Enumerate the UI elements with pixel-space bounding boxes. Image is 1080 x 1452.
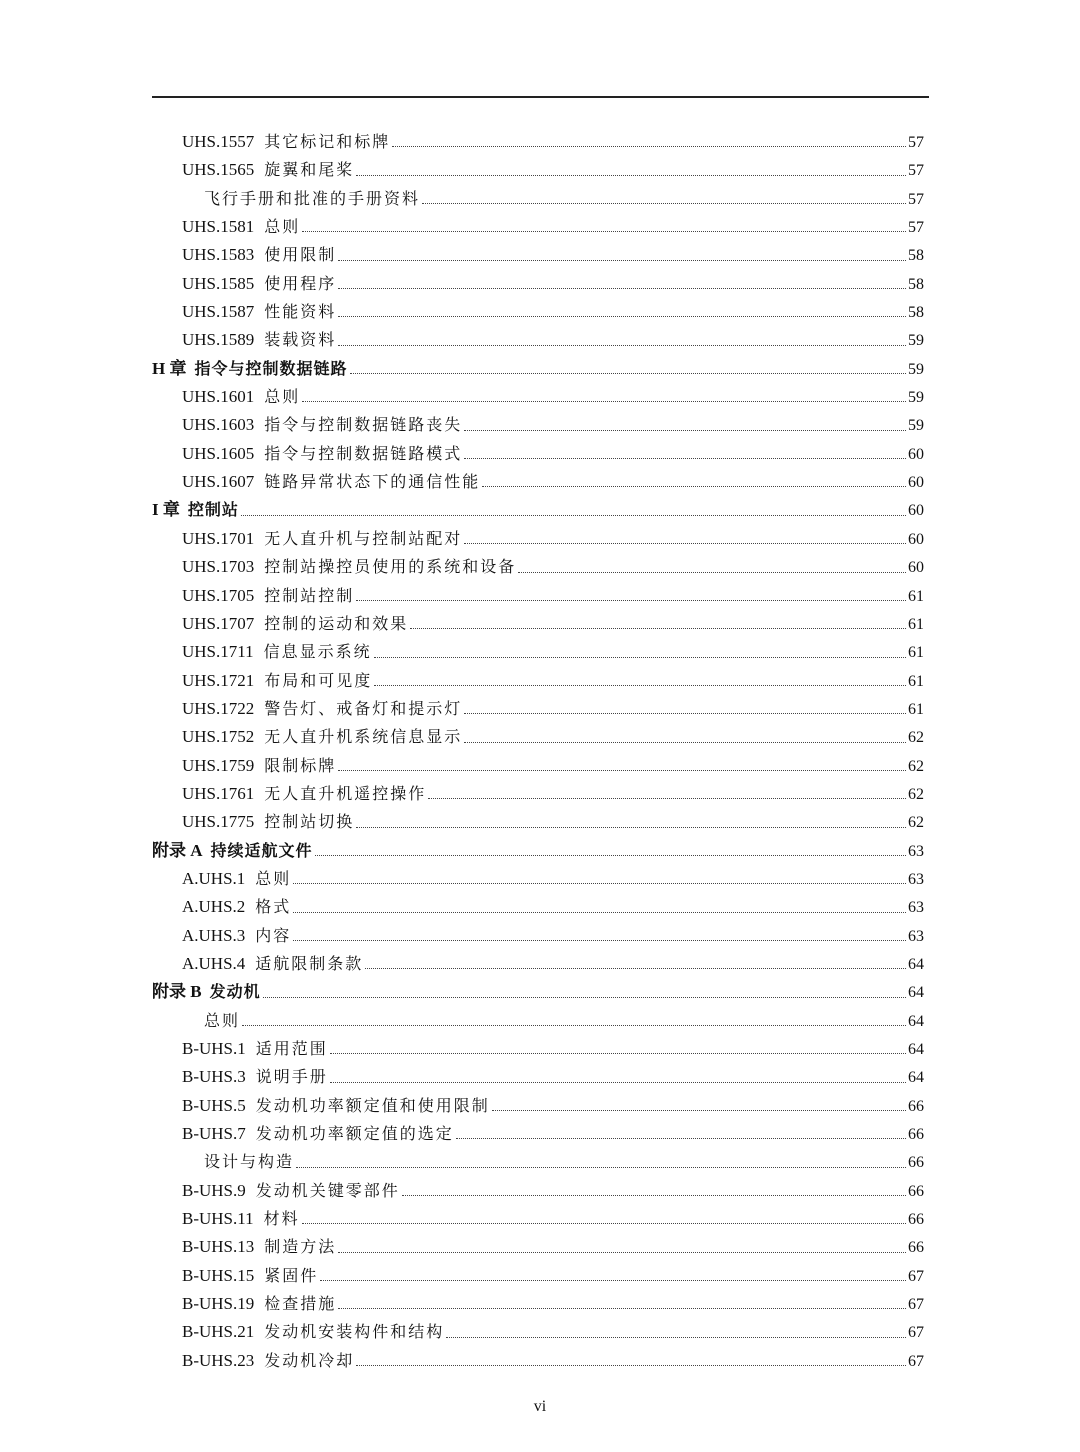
- toc-entry-title: 发动机冷却: [264, 1350, 355, 1370]
- toc-entry-code: B-UHS.5: [182, 1095, 246, 1115]
- toc-entry-title: 信息显示系统: [263, 642, 372, 662]
- toc-entry-row[interactable]: [152, 326, 924, 354]
- toc-page-number: 63: [908, 927, 924, 945]
- toc-entry-title: 总则: [264, 387, 301, 407]
- dot-leader: [456, 1137, 906, 1139]
- page-number-footer: vi: [533, 1398, 547, 1415]
- dot-leader: [330, 1052, 906, 1054]
- toc-entry-title: 指令与控制数据链路丧失: [264, 415, 463, 435]
- dot-leader: [315, 854, 906, 856]
- toc-entry-title: 无人直升机系统信息显示: [264, 727, 463, 747]
- toc-entry-row[interactable]: [152, 241, 924, 269]
- toc-entry-code: B-UHS.1: [182, 1039, 246, 1058]
- toc-entry-row[interactable]: [152, 893, 924, 921]
- toc-entry-code: UHS.1703: [182, 557, 255, 577]
- toc-entry-code: UHS.1705: [182, 585, 255, 605]
- toc-entry-title: 发动机功率额定值和使用限制: [255, 1095, 490, 1115]
- toc-entry-row[interactable]: [152, 1063, 924, 1091]
- dot-leader: [338, 344, 906, 346]
- dot-leader: [330, 1081, 906, 1083]
- toc-entry-code: B-UHS.21: [182, 1322, 255, 1342]
- dot-leader: [365, 967, 906, 969]
- toc-entry-title: 旋翼和尾桨: [264, 160, 355, 180]
- toc-page-number: 66: [908, 1182, 924, 1200]
- toc-entry-title: 发动机安装构件和结构: [264, 1322, 445, 1342]
- toc-entry-title: 其它标记和标牌: [264, 132, 391, 151]
- toc-entry-code: UHS.1722: [182, 698, 255, 718]
- dot-leader: [338, 769, 906, 771]
- toc-entry-code: UHS.1759: [182, 755, 255, 775]
- toc-entry-title: 控制站操控员使用的系统和设备: [264, 557, 517, 577]
- dot-leader: [428, 797, 906, 799]
- toc-entry-row[interactable]: [152, 922, 924, 950]
- toc-entry-title: 总则: [264, 217, 301, 237]
- toc-entry-row[interactable]: [152, 638, 924, 666]
- toc-page-number: 67: [908, 1352, 924, 1370]
- toc-entry-row[interactable]: [152, 383, 924, 411]
- dot-leader: [464, 429, 906, 431]
- dot-leader: [263, 996, 906, 998]
- toc-entry-row[interactable]: [152, 128, 924, 156]
- toc-page-number: 57: [908, 190, 924, 208]
- toc-entry-row[interactable]: [152, 723, 924, 751]
- toc-entry-title: 指令与控制数据链路: [194, 358, 348, 378]
- toc-entry-title: 格式: [255, 897, 292, 917]
- toc-entry-code: 附录 A: [152, 840, 203, 860]
- toc-entry-title: 无人直升机遥控操作: [264, 783, 427, 803]
- toc-page-number: 61: [908, 615, 924, 633]
- toc-entry-row[interactable]: [152, 808, 924, 836]
- dot-leader: [296, 1166, 906, 1168]
- toc-entry-code: UHS.1761: [182, 783, 255, 803]
- toc-entry-code: UHS.1775: [182, 812, 255, 832]
- toc-entry-row[interactable]: [152, 1233, 924, 1261]
- toc-entry-row[interactable]: [152, 213, 924, 241]
- dot-leader: [293, 911, 906, 913]
- toc-entry-row[interactable]: [152, 525, 924, 553]
- toc-entry-title: 制造方法: [264, 1237, 337, 1257]
- toc-entry-row[interactable]: [152, 1177, 924, 1205]
- toc-entry-row[interactable]: [152, 468, 924, 496]
- toc-entry-code: B-UHS.13: [182, 1237, 255, 1257]
- toc-entry-title: 指令与控制数据链路模式: [264, 443, 463, 463]
- toc-page-number: 63: [908, 842, 924, 860]
- toc-entry-row[interactable]: [152, 1262, 924, 1290]
- toc-page-number: 60: [908, 559, 924, 577]
- toc-entry-title: 说明手册: [255, 1067, 328, 1087]
- toc-page-number: 57: [908, 162, 924, 180]
- toc-entry-title: 控制站控制: [264, 585, 355, 605]
- toc-page-number: 60: [908, 502, 924, 520]
- toc-page-number: 64: [908, 1041, 924, 1058]
- toc-entry-row[interactable]: [152, 610, 924, 638]
- toc-page-number: 63: [908, 870, 924, 888]
- toc-entry-row[interactable]: [152, 752, 924, 780]
- toc-page-number: 59: [908, 360, 924, 378]
- toc-entry-row[interactable]: [152, 695, 924, 723]
- toc-entry-code: UHS.1601: [182, 387, 255, 407]
- dot-leader: [374, 656, 906, 658]
- toc-entry-code: UHS.1721: [182, 670, 255, 690]
- toc-entry-row[interactable]: [152, 865, 924, 893]
- dot-leader: [338, 315, 906, 317]
- toc-entry-row[interactable]: [152, 1318, 924, 1346]
- toc-page-number: 61: [908, 587, 924, 605]
- toc-entry-title: 控制站切换: [264, 812, 355, 832]
- toc-page-number: 64: [908, 984, 924, 1002]
- toc-entry-code: UHS.1752: [182, 727, 255, 747]
- toc-entry-code: UHS.1605: [182, 443, 255, 463]
- toc-entry-row[interactable]: [152, 185, 924, 213]
- toc-entry-code: UHS.1583: [182, 245, 255, 265]
- toc-page-number: 60: [908, 474, 924, 492]
- toc-entry-title: 总则: [204, 1010, 241, 1030]
- toc-page-number: 64: [908, 955, 924, 973]
- toc-entry-title: 材料: [263, 1209, 300, 1229]
- toc-entry-title: 发动机功率额定值的选定: [255, 1124, 454, 1144]
- toc-page-number: 60: [908, 445, 924, 463]
- toc-page-number: 67: [908, 1296, 924, 1314]
- dot-leader: [492, 1109, 906, 1111]
- toc-entry-title: 限制标牌: [264, 755, 337, 775]
- toc-entry-code: H 章: [152, 358, 187, 378]
- dot-leader: [338, 259, 906, 261]
- toc-entry-code: A.UHS.3: [182, 925, 246, 945]
- dot-leader: [320, 1279, 906, 1281]
- toc-entry-title: 紧固件: [264, 1265, 319, 1285]
- dot-leader: [302, 400, 906, 402]
- dot-leader: [293, 882, 906, 884]
- dot-leader: [350, 372, 907, 374]
- toc-entry-row[interactable]: [152, 780, 924, 808]
- toc-entry-code: UHS.1589: [182, 330, 255, 350]
- toc-page-number: 66: [908, 1097, 924, 1115]
- toc-page-number: 61: [908, 644, 924, 662]
- toc-entry-row[interactable]: [152, 553, 924, 581]
- dot-leader: [402, 1194, 906, 1196]
- dot-leader: [374, 684, 906, 686]
- toc-entry-title: 链路异常状态下的通信性能: [264, 472, 481, 492]
- toc-page-number: 59: [908, 417, 924, 435]
- toc-entry-title: 控制站: [187, 500, 239, 520]
- dot-leader: [302, 230, 906, 232]
- toc-chapter-row[interactable]: [152, 496, 924, 524]
- dot-leader: [464, 542, 906, 544]
- toc-entry-code: UHS.1607: [182, 472, 255, 492]
- toc-entry-title: 警告灯、戒备灯和提示灯: [264, 698, 463, 718]
- toc-entry-row[interactable]: [152, 1092, 924, 1120]
- toc-entry-title: 布局和可见度: [264, 670, 373, 690]
- dot-leader: [392, 145, 906, 147]
- toc-page-number: 62: [908, 785, 924, 803]
- toc-page-number: 59: [908, 332, 924, 350]
- toc-entry-title: 总则: [255, 868, 292, 888]
- toc-entry-code: A.UHS.1: [182, 868, 246, 888]
- table-of-contents: [152, 128, 924, 1375]
- toc-entry-title: 使用程序: [264, 273, 337, 293]
- toc-entry-row[interactable]: [152, 411, 924, 439]
- dot-leader: [356, 599, 906, 601]
- toc-entry-title: 适航限制条款: [255, 953, 364, 973]
- toc-page-number: 58: [908, 247, 924, 265]
- dot-leader: [338, 1251, 906, 1253]
- toc-entry-row[interactable]: [152, 298, 924, 326]
- toc-page-number: 60: [908, 530, 924, 548]
- toc-page-number: 67: [908, 1324, 924, 1342]
- toc-page-number: 63: [908, 899, 924, 917]
- toc-entry-title: 控制的运动和效果: [264, 613, 409, 633]
- toc-entry-row[interactable]: [152, 156, 924, 184]
- dot-leader: [518, 571, 906, 573]
- dot-leader: [446, 1336, 906, 1338]
- dot-leader: [338, 1307, 906, 1309]
- toc-entry-title: 无人直升机与控制站配对: [264, 528, 463, 548]
- toc-page-number: 66: [908, 1154, 924, 1172]
- toc-page-number: 61: [908, 700, 924, 718]
- toc-entry-title: 适用范围: [255, 1039, 328, 1058]
- toc-page-number: 62: [908, 757, 924, 775]
- toc-entry-title: 设计与构造: [204, 1152, 295, 1172]
- toc-entry-title: 性能资料: [264, 302, 337, 322]
- dot-leader: [464, 457, 906, 459]
- toc-page-number: 66: [908, 1126, 924, 1144]
- toc-entry-row[interactable]: [152, 667, 924, 695]
- toc-entry-row[interactable]: [152, 1148, 924, 1176]
- toc-entry-code: B-UHS.15: [182, 1265, 255, 1285]
- toc-page-number: 58: [908, 304, 924, 322]
- toc-page-number: 57: [908, 134, 924, 151]
- toc-entry-code: UHS.1701: [182, 528, 255, 548]
- dot-leader: [356, 826, 906, 828]
- toc-entry-code: UHS.1603: [182, 415, 255, 435]
- dot-leader: [356, 174, 906, 176]
- toc-entry-code: UHS.1585: [182, 273, 255, 293]
- dot-leader: [338, 287, 906, 289]
- toc-page-number: 64: [908, 1012, 924, 1030]
- toc-entry-row[interactable]: [152, 950, 924, 978]
- toc-page-number: 62: [908, 814, 924, 832]
- toc-entry-code: 附录 B: [152, 982, 202, 1002]
- dot-leader: [464, 712, 906, 714]
- toc-entry-row[interactable]: [152, 1290, 924, 1318]
- toc-entry-title: 检查措施: [264, 1294, 337, 1314]
- toc-entry-code: UHS.1565: [182, 160, 255, 180]
- toc-chapter-row[interactable]: [152, 978, 924, 1006]
- toc-entry-title: 发动机关键零部件: [255, 1180, 400, 1200]
- toc-entry-row[interactable]: [152, 1205, 924, 1233]
- toc-entry-code: UHS.1707: [182, 613, 255, 633]
- dot-leader: [293, 939, 906, 941]
- toc-entry-code: B-UHS.9: [182, 1180, 246, 1200]
- header-rule: [152, 96, 929, 98]
- toc-entry-code: B-UHS.11: [182, 1209, 254, 1229]
- toc-page-number: 58: [908, 275, 924, 293]
- toc-entry-row[interactable]: [152, 1120, 924, 1148]
- toc-entry-row[interactable]: [152, 1035, 924, 1063]
- toc-entry-code: UHS.1581: [182, 217, 255, 237]
- toc-entry-code: I 章: [152, 500, 180, 520]
- toc-entry-row[interactable]: [152, 582, 924, 610]
- toc-entry-row[interactable]: [152, 440, 924, 468]
- toc-entry-code: A.UHS.2: [182, 897, 246, 917]
- toc-page-number: 67: [908, 1267, 924, 1285]
- toc-page-number: 66: [908, 1211, 924, 1229]
- dot-leader: [242, 1024, 906, 1026]
- toc-entry-code: UHS.1557: [182, 132, 255, 151]
- toc-page-number: 64: [908, 1069, 924, 1087]
- toc-entry-row[interactable]: [152, 1007, 924, 1035]
- toc-entry-row[interactable]: [152, 270, 924, 298]
- toc-entry-title: 发动机: [209, 982, 261, 1002]
- toc-chapter-row[interactable]: [152, 837, 924, 865]
- toc-entry-title: 装载资料: [264, 330, 337, 350]
- dot-leader: [410, 627, 906, 629]
- toc-page-number: 57: [908, 219, 924, 237]
- toc-page-number: 62: [908, 729, 924, 747]
- toc-entry-title: 使用限制: [264, 245, 337, 265]
- toc-entry-code: B-UHS.19: [182, 1294, 255, 1314]
- toc-entry-code: B-UHS.23: [182, 1350, 255, 1370]
- toc-entry-code: UHS.1587: [182, 302, 255, 322]
- toc-entry-code: B-UHS.3: [182, 1067, 246, 1087]
- toc-entry-code: UHS.1711: [182, 642, 254, 662]
- toc-entry-title: 飞行手册和批准的手册资料: [204, 188, 421, 208]
- dot-leader: [482, 485, 906, 487]
- dot-leader: [422, 202, 906, 204]
- dot-leader: [356, 1364, 906, 1366]
- toc-entry-title: 内容: [255, 925, 292, 945]
- dot-leader: [302, 1222, 906, 1224]
- toc-chapter-row[interactable]: [152, 355, 924, 383]
- dot-leader: [464, 741, 906, 743]
- toc-page-number: 66: [908, 1239, 924, 1257]
- toc-entry-row[interactable]: [152, 1347, 924, 1375]
- toc-page-number: 59: [908, 389, 924, 407]
- toc-entry-code: A.UHS.4: [182, 953, 246, 973]
- toc-entry-title: 持续适航文件: [210, 840, 313, 860]
- dot-leader: [241, 514, 906, 516]
- toc-entry-code: B-UHS.7: [182, 1124, 246, 1144]
- toc-page-number: 61: [908, 672, 924, 690]
